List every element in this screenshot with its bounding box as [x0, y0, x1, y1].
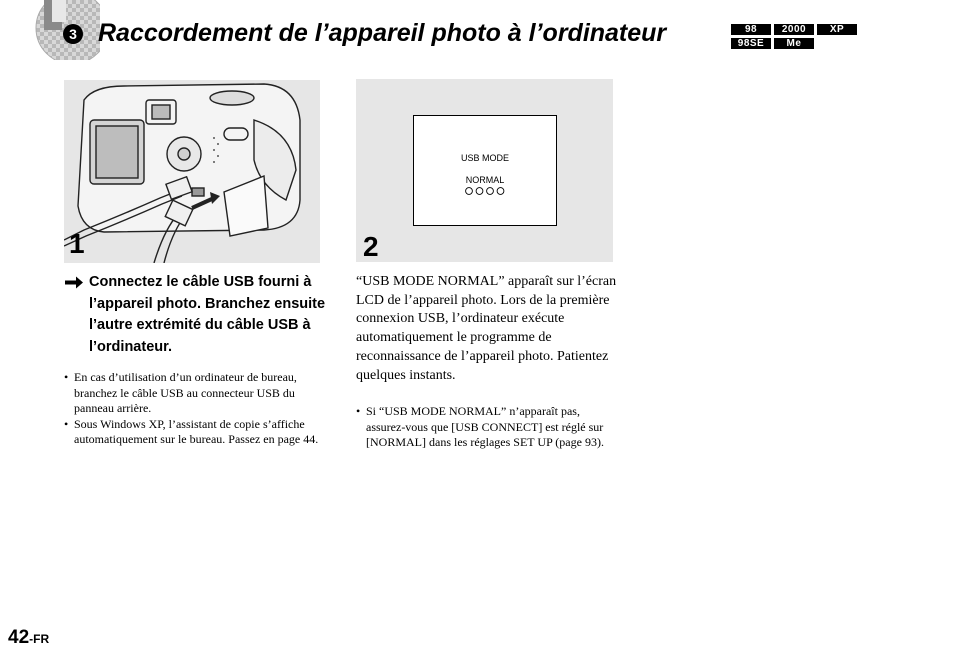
step-1-instruction-text: Connectez le câble USB fourni à l’appareil photo. Branchez ensuite l’autre extrémité du câble USB à l’ordinateur. [89, 274, 326, 355]
camera-usb-illustration [64, 80, 320, 263]
chapter-tab-graphic [0, 0, 100, 60]
arrow-right-icon [64, 272, 84, 294]
page-title: Raccordement de l’appareil photo à l’ordinateur [98, 19, 667, 47]
os-badge-98: 98 [731, 24, 771, 35]
list-item: • Sous Windows XP, l’assistant de copie s’affiche automatiquement sur le bureau. Passez en page 44. [64, 417, 320, 448]
figure-2-number: 2 [363, 231, 379, 262]
lcd-access-indicator-icon [464, 186, 508, 196]
step-2-notes [356, 404, 608, 451]
os-badge-98se: 98SE [731, 38, 771, 49]
list-item: • En cas d’utilisation d’un ordinateur de bureau, branchez le câble USB au connecteur USB du panneau arrière. [64, 370, 320, 417]
list-item: • Si “USB MODE NORMAL” n’apparaît pas, assurez-vous que [USB CONNECT] est réglé sur [NORMAL] dans les réglages SET UP (page 93). [356, 404, 608, 451]
step-1-notes [64, 370, 320, 448]
step-1-instruction [64, 272, 326, 358]
lcd-screen [413, 115, 557, 226]
page-number-value: 42 [8, 627, 30, 648]
figure-2-panel [356, 79, 613, 262]
os-badge-2000: 2000 [774, 24, 814, 35]
os-badge-me: Me [774, 38, 814, 49]
page-number [8, 627, 49, 650]
page-number-suffix: -FR [29, 632, 50, 646]
step-number-badge: 3 [63, 24, 83, 44]
figure-1-number: 1 [69, 228, 85, 259]
figure-1-panel [64, 80, 320, 263]
lcd-normal-text: NORMAL [465, 175, 505, 185]
step-2-body-text: “USB MODE NORMAL” apparaît sur l’écran LCD de l’appareil photo. Lors de la première connexion USB, l’ordinateur exécute automatiquement le programme de reconnaissance de l’appareil photo. Patientez quelques instants. [356, 274, 617, 383]
lcd-usb-mode-text: USB MODE [460, 153, 509, 163]
os-badge-xp: XP [817, 24, 857, 35]
